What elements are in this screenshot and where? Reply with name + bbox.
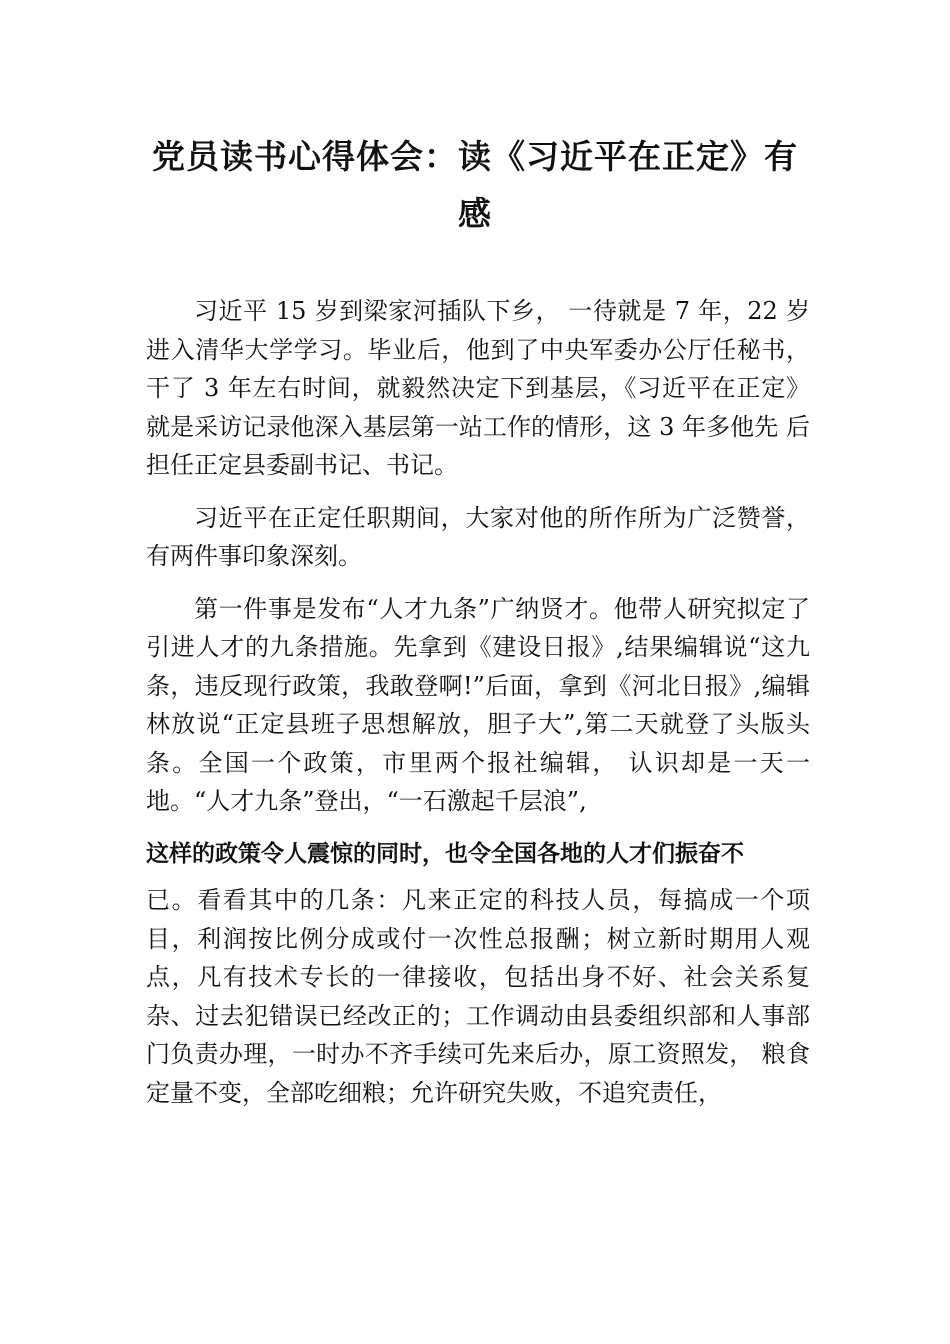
paragraph-2: 习近平在正定任职期间，大家对他的所作所为广泛赞誉， 有两件事印象深刻。 (146, 503, 810, 570)
closing-paragraph: 已。看看其中的几条：凡来正定的科技人员，每搞成一个项目，利润按比例分成或付一次性总报酬；树立新时期用人观点，凡有技术专长的一律接收，包括出身不好、社会关系复杂、过去犯错误已经改正的；工作调动由县委组织部和人事部门负责办理，一时办不齐手续可先来后办，原工资照发， 粮食定量不变，全部吃细粮；允许研究失败，不追究责任， (146, 886, 810, 1107)
paragraph-1: 习近平 15 岁到梁家河插队下乡， 一待就是 7 年，22 岁 进入清华大学学习。毕业后，他到了中央军委办公厅任秘书， 干了 3 年左右时间，就毅然决定下到基层，《习近平在正定》 就是采访记录他深入基层第一站工作的情形，这 3 年多他先 后担任正定县委副书记、书记。 (146, 297, 810, 479)
bold-line: 这样的政策令人震惊的同时，也令全国各地的人才们振奋不 (146, 840, 744, 867)
document-body (146, 292, 810, 1126)
document-title: 党员读书心得体会：读《习近平在正定》有感 (152, 137, 798, 233)
paragraph-3: 第一件事是发布“人才九条”广纳贤才。他带人研究拟定了引进人才的九条措施。先拿到《建设日报》,结果编辑说“这九条，违反现行政策，我敢登啊!”后面，拿到《河北日报》,编辑林放说“正定县班子思想解放，胆子大”,第二天就登了头版头条。全国一个政策，市里两个报社编辑， 认识却是一天一地。“人才九条”登出，“一石激起千层浪”, (146, 594, 810, 815)
